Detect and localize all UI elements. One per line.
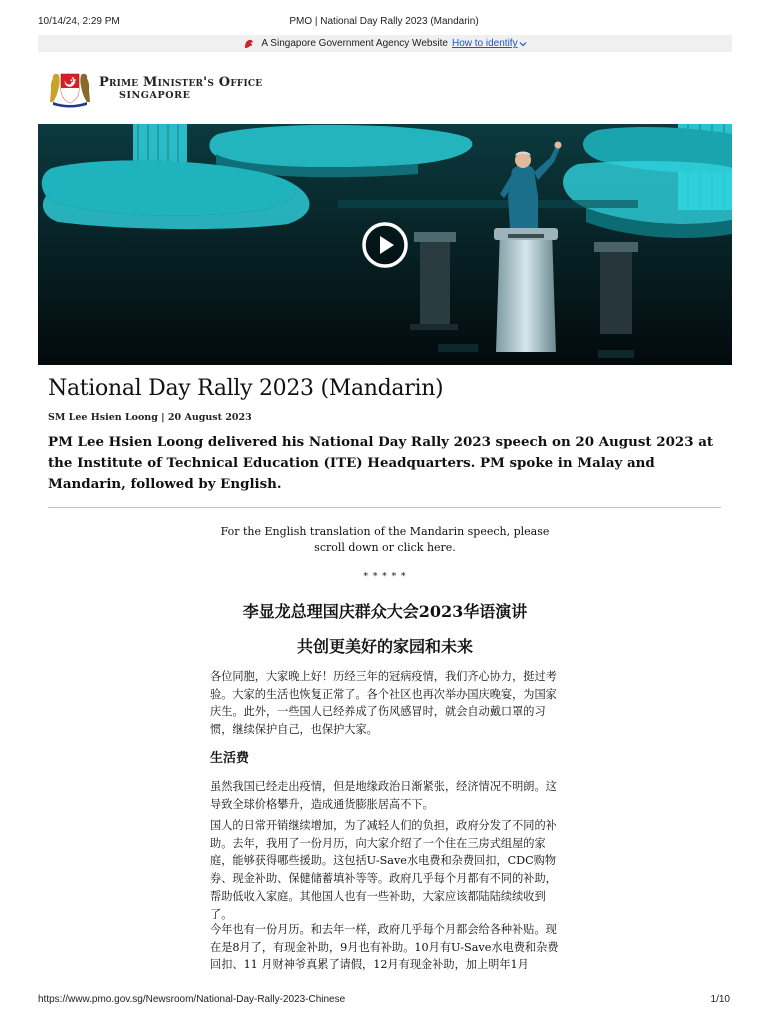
speech-subtitle: 共创更美好的家园和未来 — [296, 637, 473, 656]
print-footer — [38, 994, 730, 1008]
article-summary: PM Lee Hsien Loong delivered his National Day Rally 2023 speech on 20 August 2023 at the Institute of Technical Education (ITE) Headquarters. PM spoke in Malay and Mandarin, followed by English. — [48, 434, 714, 492]
speech-paragraph-1: 各位同胞，大家晚上好！历经三年的冠病疫情，我们齐心协力，挺过考验。大家的生活也恢复正常了。各个社区也再次举办国庆晚宴，为国家庆生。此外，一些国人已经养成了伤风感冒时，就会自动戴口罩的习惯，继续保护自己，也保护大家。 — [210, 670, 557, 737]
page-title: National Day Rally 2023 (Mandarin) — [48, 376, 444, 401]
print-header — [38, 16, 730, 30]
video-hero[interactable] — [38, 124, 732, 365]
chevron-down-icon[interactable] — [519, 40, 527, 48]
print-datetime: 10/14/24, 2:29 PM — [38, 16, 120, 27]
site-subname: SINGAPORE — [119, 89, 191, 101]
article-byline: SM Lee Hsien Loong | 20 August 2023 — [48, 412, 252, 423]
gov-banner-text: A Singapore Government Agency Website — [261, 38, 448, 49]
speech-title: 李显龙总理国庆群众大会2023华语演讲 — [242, 602, 528, 621]
speech-paragraph-4: 今年也有一份月历。和去年一样，政府几乎每个月都会给各种补贴。现在是8月了，有现金补助，9月也有补助。10月有U-Save水电费和杂费回扣、11 月财神爷真累了请假，12月有现金补助，加上明年1月 — [210, 923, 559, 972]
translation-note[interactable]: For the English translation of the Mandarin speech, please scroll down or click here. — [220, 525, 550, 554]
how-to-identify-link[interactable]: How to identify — [452, 38, 518, 49]
print-url: https://www.pmo.gov.sg/Newsroom/National-Day-Rally-2023-Chinese — [38, 994, 346, 1005]
section-heading-cost-of-living: 生活费 — [210, 751, 250, 766]
coat-of-arms-icon — [47, 68, 93, 108]
play-icon[interactable] — [361, 221, 409, 269]
section-separator: * * * * * — [363, 572, 407, 582]
speech-paragraph-2: 虽然我国已经走出疫情，但是地缘政治日渐紧张，经济情况不明朗。这导致全球价格攀升，造成通货膨胀居高不下。 — [210, 780, 557, 811]
pmo-logo[interactable] — [47, 67, 267, 109]
speech-paragraph-3: 国人的日常开销继续增加，为了减轻人们的负担，政府分发了不同的补助。去年，我用了一份月历，向大家介绍了一个住在三房式组屋的家庭，能够获得哪些援助。这包括U-Save水电费和杂费回扣，CDC购物券、现金补助、保健储蓄填补等等。政府几乎每个月都有不同的补助，帮助低收入家庭。其他国人也有一些补助，大家应该都陆陆续续收到了。 — [210, 819, 557, 921]
site-name: Prime Minister's Office — [99, 74, 263, 90]
gov-masthead-banner — [38, 35, 732, 52]
singapore-lion-icon — [243, 38, 255, 50]
divider — [48, 507, 721, 508]
print-page-title: PMO | National Day Rally 2023 (Mandarin) — [289, 16, 479, 27]
page-number: 1/10 — [710, 994, 730, 1005]
